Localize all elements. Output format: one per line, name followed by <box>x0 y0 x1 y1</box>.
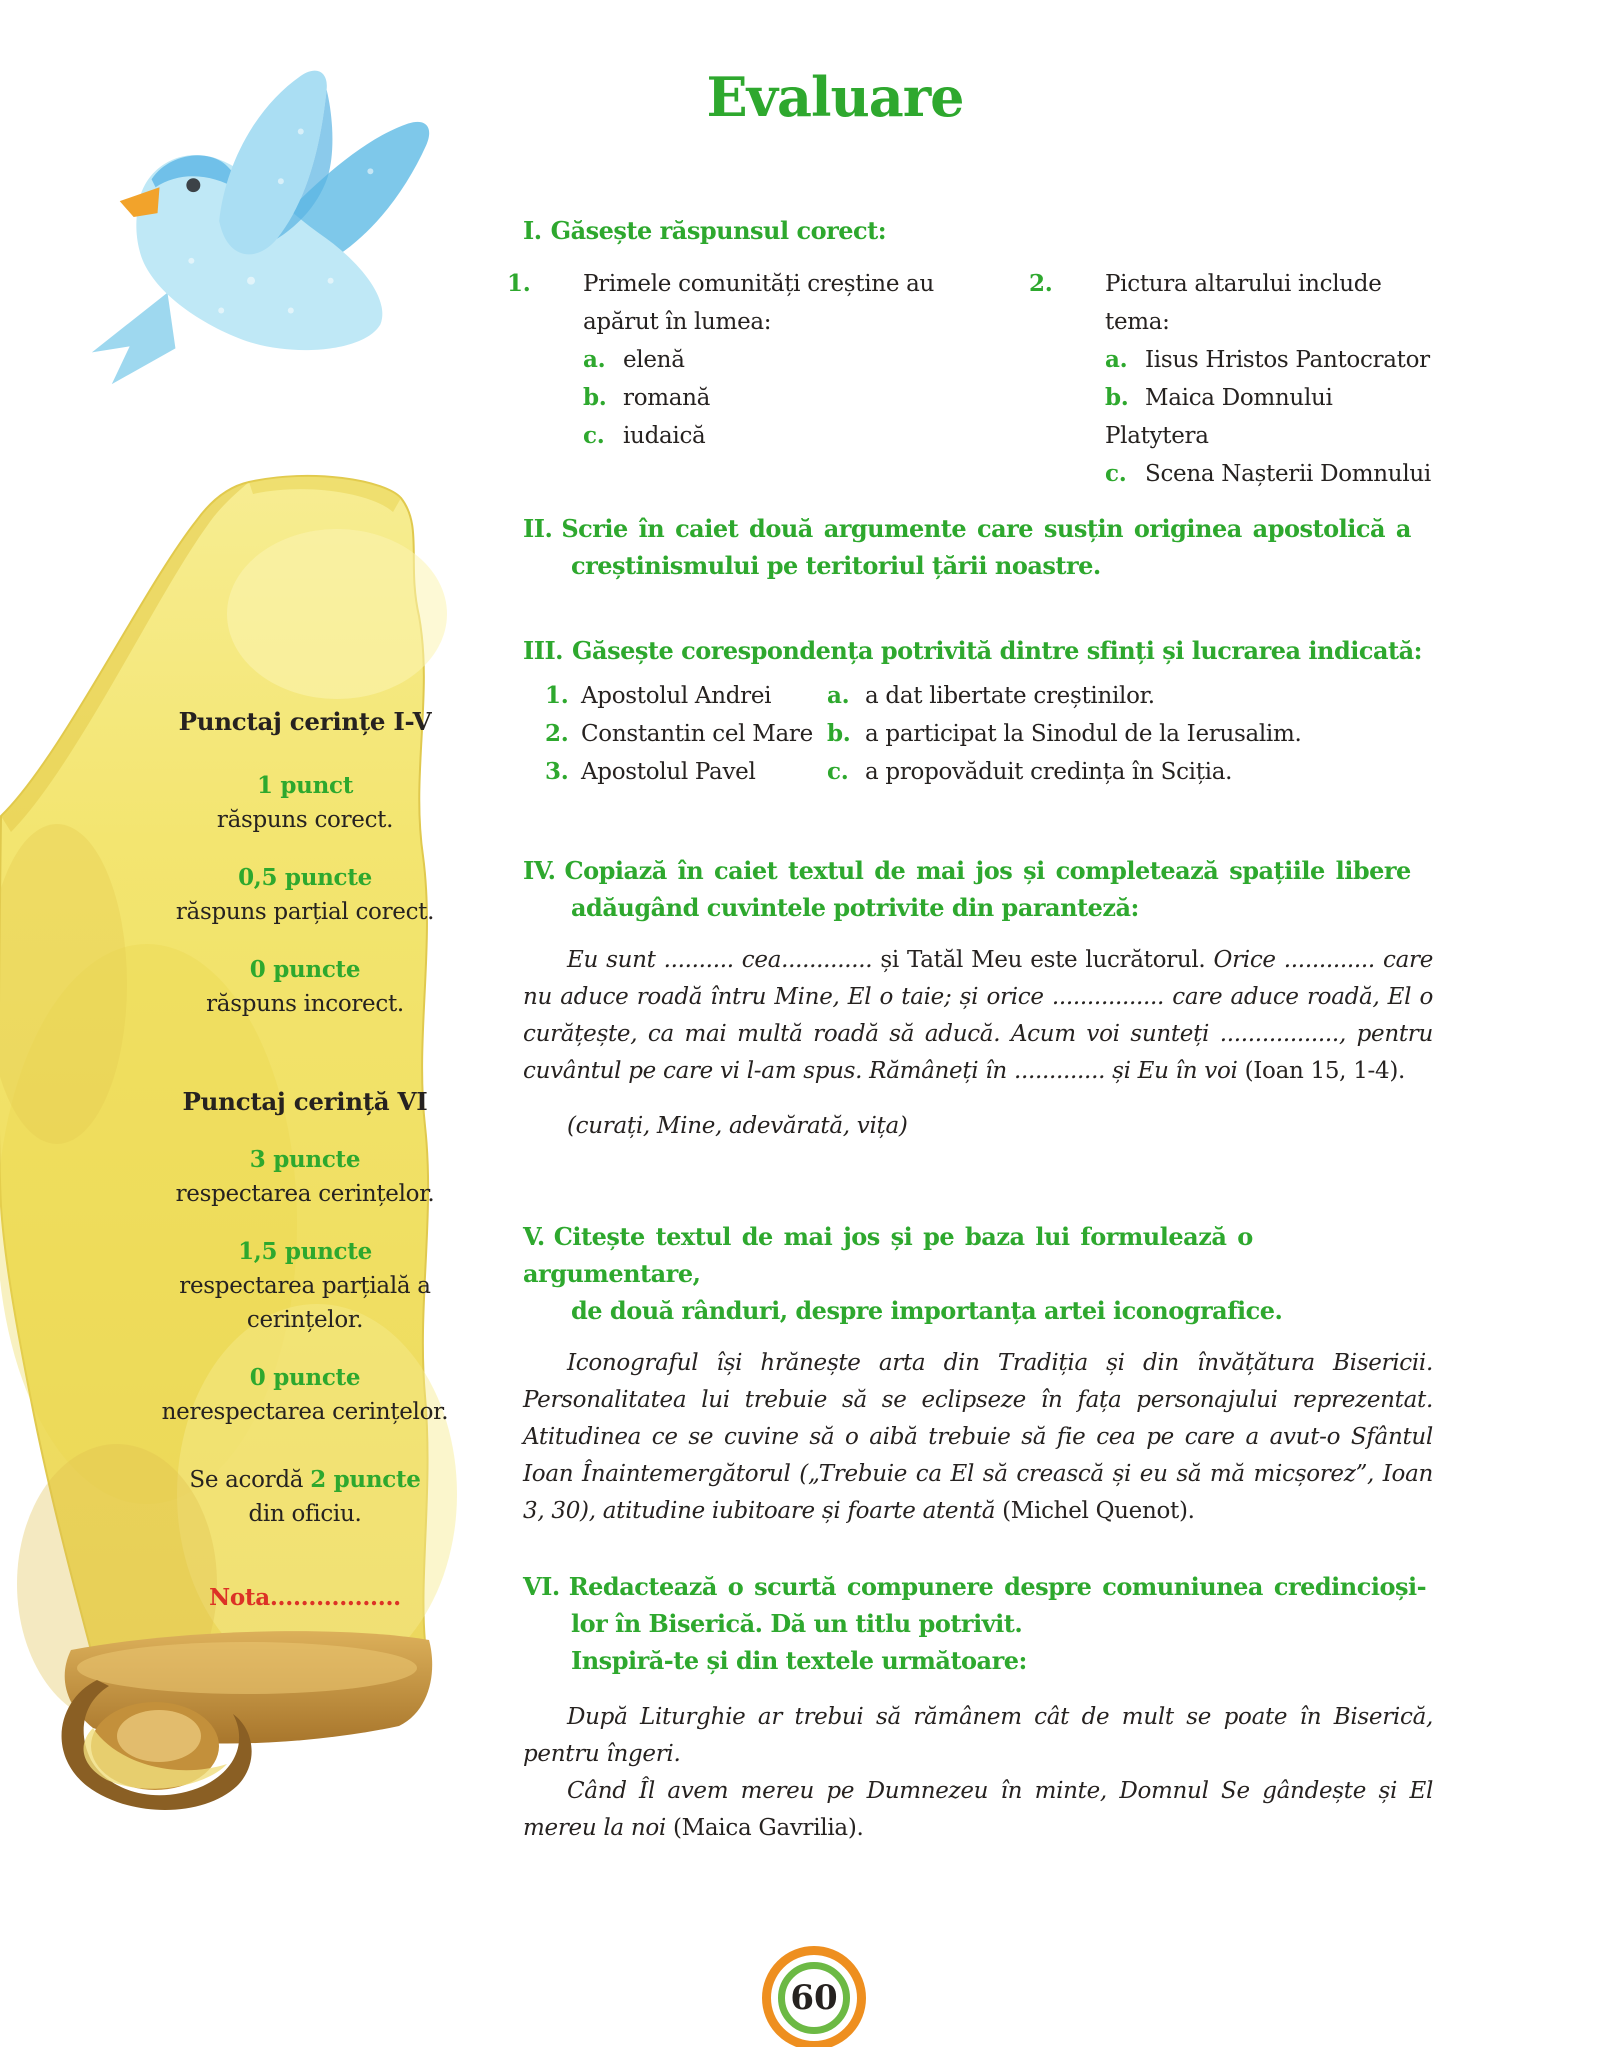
quote-reference: (Michel Quenot). <box>1002 1498 1195 1524</box>
section-vi-heading <box>523 1568 1433 1605</box>
score-points: 3 puncte <box>249 1146 361 1173</box>
option-label: Scena Nașterii Domnului <box>1145 461 1431 487</box>
option-label: romană <box>623 385 711 411</box>
section-heading-text: Scrie în caiet două argumente care susțin originea apostolică a <box>561 514 1411 543</box>
bonus-pre: Se acordă <box>189 1467 304 1493</box>
section-numeral: IV. <box>523 856 556 885</box>
match-number: 3. <box>545 758 569 785</box>
question-text-line: Primele comunități creștine au <box>583 271 935 297</box>
section-numeral: VI. <box>523 1572 560 1601</box>
score-desc: respectarea parțială a cerințelor. <box>179 1273 431 1333</box>
score-points: 0,5 puncte <box>238 864 372 891</box>
section-iv <box>523 852 1433 1145</box>
matching-list <box>545 677 1433 791</box>
bonus-points: 2 puncte <box>310 1466 421 1493</box>
question-2 <box>1029 265 1433 493</box>
match-right: a dat libertate creștinilor. <box>865 683 1155 709</box>
question-text-line: Pictura altarului include <box>1105 271 1382 297</box>
option-key: b. <box>1105 384 1129 411</box>
quote-italic: Orice ............. care nu aduce roadă întru Mine, El o taie; și orice ................ care aduce roadă, El o curățește, ca mai multă roadă să aducă. Acum voi sunteți ................., pentru cuvântul pe care vi l-am spus. Rămâneți în ............. și Eu în voi <box>523 947 1434 1084</box>
iconography-quote <box>523 1345 1433 1530</box>
matching-row <box>545 753 1433 791</box>
inspiration-quote-2 <box>523 1773 1433 1847</box>
score-desc: răspuns parțial corect. <box>175 899 435 925</box>
scoring-title-i-v: Punctaj cerințe I-V <box>178 707 432 736</box>
match-number: 1. <box>545 682 569 709</box>
question-text-line: apărut în lumea: <box>583 309 772 335</box>
section-numeral: V. <box>523 1222 545 1251</box>
section-numeral: II. <box>523 514 553 543</box>
section-i-heading <box>523 212 1433 249</box>
option-c <box>1105 455 1433 493</box>
section-iii <box>523 632 1433 791</box>
section-iv-heading <box>523 852 1433 889</box>
grade-line: Nota................. <box>209 1584 401 1611</box>
question-1 <box>507 265 945 493</box>
match-right: a propovăduit credința în Sciția. <box>865 759 1233 785</box>
quote-reference: (Ioan 15, 1-4). <box>1237 1058 1406 1084</box>
quote-italic: Iconograful își hrănește arta din Tradiția și din învățătura Bisericii. Personalitatea lui trebuie să se eclipseze în fața personajului reprezentat. Atitudinea ce se cuvine să o aibă trebuie să fie cea pe care a avut-o Sfântul Ioan Înaintemergătorul („Trebuie ca El să crească și eu să mă micșorez”, Ioan 3, 30), atitudine iubitoare și foarte atentă <box>523 1350 1433 1524</box>
section-heading-text: Copiază în caiet textul de mai jos și completează spațiile libere <box>564 856 1411 885</box>
option-label: Maica Domnului Platytera <box>1105 385 1333 449</box>
option-key: c. <box>583 422 605 449</box>
question-number: 2. <box>1029 270 1053 297</box>
matching-row <box>545 715 1433 753</box>
section-ii <box>523 510 1433 584</box>
bonus-line <box>122 1463 488 1497</box>
score-points: 0 puncte <box>249 1364 361 1391</box>
question-text-line: tema: <box>1105 309 1170 335</box>
score-desc: respectarea cerințelor. <box>175 1181 435 1207</box>
section-ii-heading-cont: creștinismului pe teritoriul țării noastre. <box>571 551 1101 580</box>
score-desc: răspuns corect. <box>216 807 394 833</box>
scoring-title-vi: Punctaj cerință VI <box>182 1087 428 1116</box>
question-number: 1. <box>507 270 531 297</box>
dove-illustration <box>72 60 440 392</box>
option-a <box>583 341 945 379</box>
option-key: c. <box>1105 460 1127 487</box>
section-vi-heading-cont: lor în Biserică. Dă un titlu potrivit. <box>571 1609 1023 1638</box>
match-number: 2. <box>545 720 569 747</box>
section-v <box>523 1218 1433 1530</box>
match-left: Apostolul Pavel <box>581 759 756 785</box>
option-b <box>1105 379 1433 455</box>
section-iii-heading <box>523 632 1433 669</box>
section-vi-heading-cont: Inspiră-te și din textele următoare: <box>571 1646 1027 1675</box>
section-iv-heading-cont: adăugând cuvintele potrivite din paranteză: <box>571 893 1139 922</box>
question-row <box>507 265 1433 493</box>
section-v-heading <box>523 1218 1433 1292</box>
option-key: a. <box>1105 346 1128 373</box>
match-right: a participat la Sinodul de la Ierusalim. <box>865 721 1302 747</box>
section-numeral: I. <box>523 216 542 245</box>
inspiration-quote-1: După Liturghie ar trebui să rămânem cât de mult se poate în Biserică, pentru îngeri. <box>523 1704 1433 1767</box>
option-label: iudaică <box>623 423 706 449</box>
quote-roman: și Tatăl Meu este lucrătorul. <box>872 947 1214 973</box>
option-a <box>1105 341 1433 379</box>
page-number: 60 <box>778 1962 850 2034</box>
section-i <box>507 212 1433 493</box>
option-label: elenă <box>623 347 685 373</box>
quote-reference: (Maica Gavrilia). <box>672 1815 864 1841</box>
score-desc: răspuns incorect. <box>206 991 404 1017</box>
section-numeral: III. <box>523 636 564 665</box>
section-vi <box>523 1568 1433 1847</box>
match-left: Apostolul Andrei <box>581 683 772 709</box>
fill-in-quote <box>523 942 1433 1090</box>
option-c <box>583 417 945 455</box>
score-points: 0 puncte <box>249 956 361 983</box>
match-left: Constantin cel Mare <box>581 721 813 747</box>
score-points: 1 punct <box>256 772 354 799</box>
bonus-post: din oficiu. <box>248 1501 362 1527</box>
match-key: c. <box>827 758 849 785</box>
section-ii-heading <box>523 510 1433 547</box>
word-bank: (curați, Mine, adevărată, vița) <box>567 1113 908 1139</box>
option-b <box>583 379 945 417</box>
scoring-sidebar <box>122 705 488 1615</box>
match-key: a. <box>827 682 850 709</box>
section-heading-text: Citește textul de mai jos și pe baza lui formulează o argumentare, <box>523 1222 1253 1288</box>
option-label: Iisus Hristos Pantocrator <box>1145 347 1430 373</box>
option-key: a. <box>583 346 606 373</box>
page-title: Evaluare <box>706 65 964 129</box>
page-number-badge <box>762 1946 866 2047</box>
score-points: 1,5 puncte <box>238 1238 372 1265</box>
match-key: b. <box>827 720 851 747</box>
section-heading-text: Redactează o scurtă compunere despre comuniunea credincioși- <box>568 1572 1427 1601</box>
option-key: b. <box>583 384 607 411</box>
section-heading-text: Găsește răspunsul corect: <box>550 216 887 245</box>
quote-italic: Eu sunt .......... cea............. <box>567 947 873 973</box>
section-v-heading-cont: de două rânduri, despre importanța artei iconografice. <box>571 1296 1283 1325</box>
score-desc: nerespectarea cerințelor. <box>161 1399 449 1425</box>
matching-row <box>545 677 1433 715</box>
section-heading-text: Găsește corespondența potrivită dintre sfinți și lucrarea indicată: <box>572 636 1423 665</box>
quote-italic: Când Îl avem mereu pe Dumnezeu în minte, Domnul Se gândește și El mereu la noi <box>523 1778 1433 1841</box>
